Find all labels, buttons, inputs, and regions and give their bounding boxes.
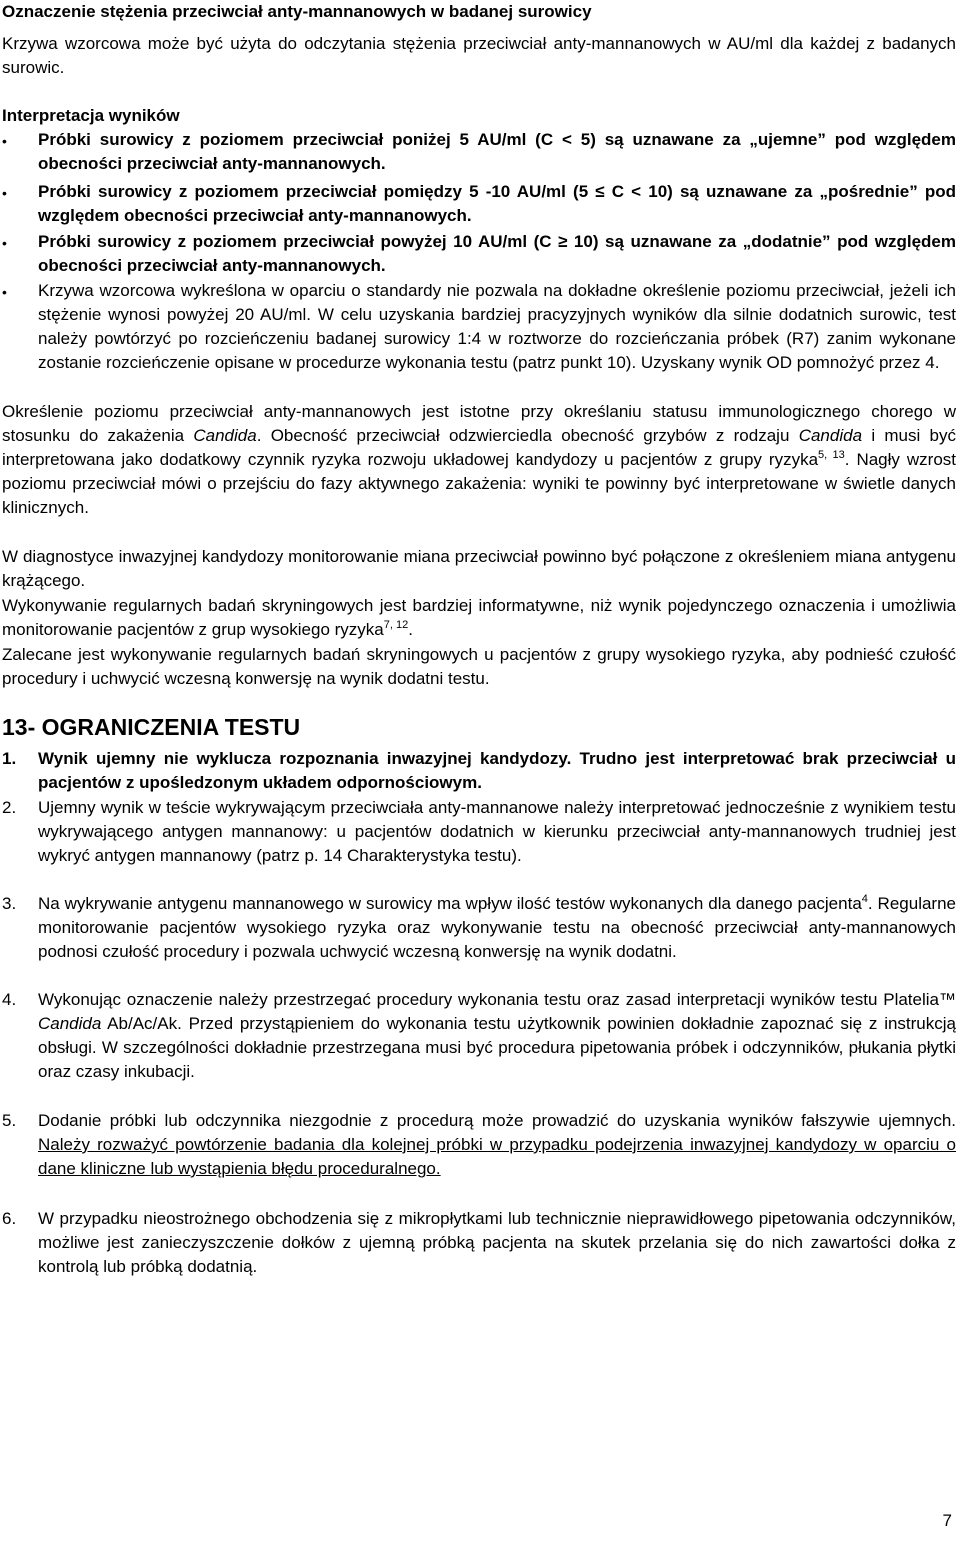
limitation-item-1: Wynik ujemny nie wyklucza rozpoznania inwazyjnej kandydozy. Trudno jest interpretować brak przeciwciał u pacjentów z upośledzonym układem odpornościowym. xyxy=(38,749,956,792)
paragraph-diagnostics: W diagnostyce inwazyjnej kandydozy monitorowanie miana przeciwciał powinno być połączone z określeniem miana antygenu krążącego. xyxy=(2,547,956,590)
bullet-standard-curve: Krzywa wzorcowa wykreślona w oparciu o standardy nie pozwala na dokładne określenie poziomu przeciwciał, jeżeli ich stężenie wynosi powyżej 20 AU/ml. W celu uzyskania bardziej pracyzyjnych wyników dla silnie dodatnich surowic, test należy powtórzyć po rozcieńczeniu badanej surowicy 1:4 w roztworze do rozcieńczania próbek (R7) zanim wykonane zostanie rozcieńczenie opisane w procedurze wykonania testu (patrz punkt 10). Uzyskany wynik OD pomnożyć przez 4. xyxy=(38,281,956,372)
bullet-positive: Próbki surowicy z poziomem przeciwciał powyżej 10 AU/ml (C ≥ 10) są uznawane za „dodatnie” pod względem obecności przeciwciał anty-mannanowych. xyxy=(38,232,956,275)
paragraph-immune-status: Określenie poziomu przeciwciał anty-mannanowych jest istotne przy określaniu statusu immunologicznego chorego w stosunku do zakażenia Candida. Obecność przeciwciał odzwierciedla obecność grzybów z rodzaju Candida i musi być interpretowana jako dodatkowy czynnik ryzyka rozwoju układowej kandydozy u pacjentów z grupy ryzyka$^{5, 13}$. Nagły wzrost poziomu przeciwciał mówi o przejściu do fazy aktywnego zakażenia: wyniki te powinny być interpretowane w świetle danych klinicznych. xyxy=(2,402,957,517)
heading-antibody-concentration: Oznaczenie stężenia przeciwciał anty-mannanowych w badanej surowicy xyxy=(2,2,592,21)
page-number: 7 xyxy=(942,1511,952,1530)
bullet-negative: Próbki surowicy z poziomem przeciwciał poniżej 5 AU/ml (C < 5) są uznawane za „ujemne” pod względem obecności przeciwciał anty-mannanowych. xyxy=(38,130,956,173)
bullet-icon: • xyxy=(2,185,7,201)
limitation-item-3: Na wykrywanie antygenu mannanowego w surowicy ma wpływ ilość testów wykonanych dla danego pacjenta$^4$. Regularne monitorowanie pacjentów wysokiego ryzyka oraz wykonywanie testu na obecność przeciwciał anty-mannanowych podnosi czułość procedury i pozwala uchwycić wczesną konwersję na wynik dodatni. xyxy=(38,893,956,961)
list-number: 6. xyxy=(2,1209,17,1228)
paragraph-screening: Wykonywanie regularnych badań skryningowych jest bardziej informatywne, niż wynik pojedynczego oznaczenia i umożliwia monitorowanie pacjentów z grup wysokiego ryzyka$^{7, 12}$. xyxy=(2,596,956,639)
bullet-icon: • xyxy=(2,235,7,251)
limitation-item-5: Dodanie próbki lub odczynnika niezgodnie z procedurą może prowadzić do uzyskania wyników fałszywie ujemnych. Należy rozważyć powtórzenie badania dla kolejnej próbki w przypadku podejrzenia inwazyjnej kandydozy w oparciu o dane kliniczne lub wystąpienia błędu proceduralnego. xyxy=(38,1111,956,1178)
section-title: 13- OGRANICZENIA TESTU xyxy=(2,714,301,740)
list-number: 3. xyxy=(2,894,17,913)
bullet-intermediate: Próbki surowicy z poziomem przeciwciał pomiędzy 5 -10 AU/ml (5 ≤ C < 10) są uznawane za „pośrednie” pod względem obecności przeciwciał anty-mannanowych. xyxy=(38,182,956,225)
limitation-item-2: Ujemny wynik w teście wykrywającym przeciwciała anty-mannanowe należy interpretować jednocześnie z wynikiem testu wykrywającego antygen mannanowy: u pacjentów dodatnich w kierunku przeciwciał anty-mannanowych trudniej jest wykryć antygen mannanowy (patrz p. 14 Charakterystyka testu). xyxy=(38,798,956,865)
list-number: 2. xyxy=(2,798,17,817)
limitation-item-6: W przypadku nieostrożnego obchodzenia się z mikropłytkami lub technicznie nieprawidłowego pipetowania odczynników, możliwe jest zanieczyszczenie dołków z ujemną próbką pacjenta na skutek przelania się do nich zawartości dołka z kontrolą lub próbką dodatnią. xyxy=(38,1209,956,1276)
intro-paragraph: Krzywa wzorcowa może być użyta do odczytania stężenia przeciwciał anty-mannanowych w AU/ml dla każdej z badanych surowic. xyxy=(2,34,956,77)
limitation-item-4: Wykonując oznaczenie należy przestrzegać procedury wykonania testu oraz zasad interpretacji wyników testu Platelia™ Candida Ab/Ac/Ak. Przed przystąpieniem do wykonania testu użytkownik powinien dokładnie zapoznać się z instrukcją obsługi. W szczególności dokładnie przestrzegana musi być procedura pipetowania próbek i odczynników, płukania płytki oraz czasy inkubacji. xyxy=(38,990,956,1081)
bullet-icon: • xyxy=(2,284,7,300)
paragraph-recommendation: Zalecane jest wykonywanie regularnych badań skryningowych u pacjentów z grupy wysokiego ryzyka, aby podnieść czułość procedury i uchwycić wczesną konwersję na wynik dodatni testu. xyxy=(2,645,956,688)
bullet-icon: • xyxy=(2,133,7,149)
list-number: 5. xyxy=(2,1111,17,1130)
list-number: 1. xyxy=(2,749,17,768)
interpretation-heading: Interpretacja wyników xyxy=(2,106,180,125)
list-number: 4. xyxy=(2,990,17,1009)
